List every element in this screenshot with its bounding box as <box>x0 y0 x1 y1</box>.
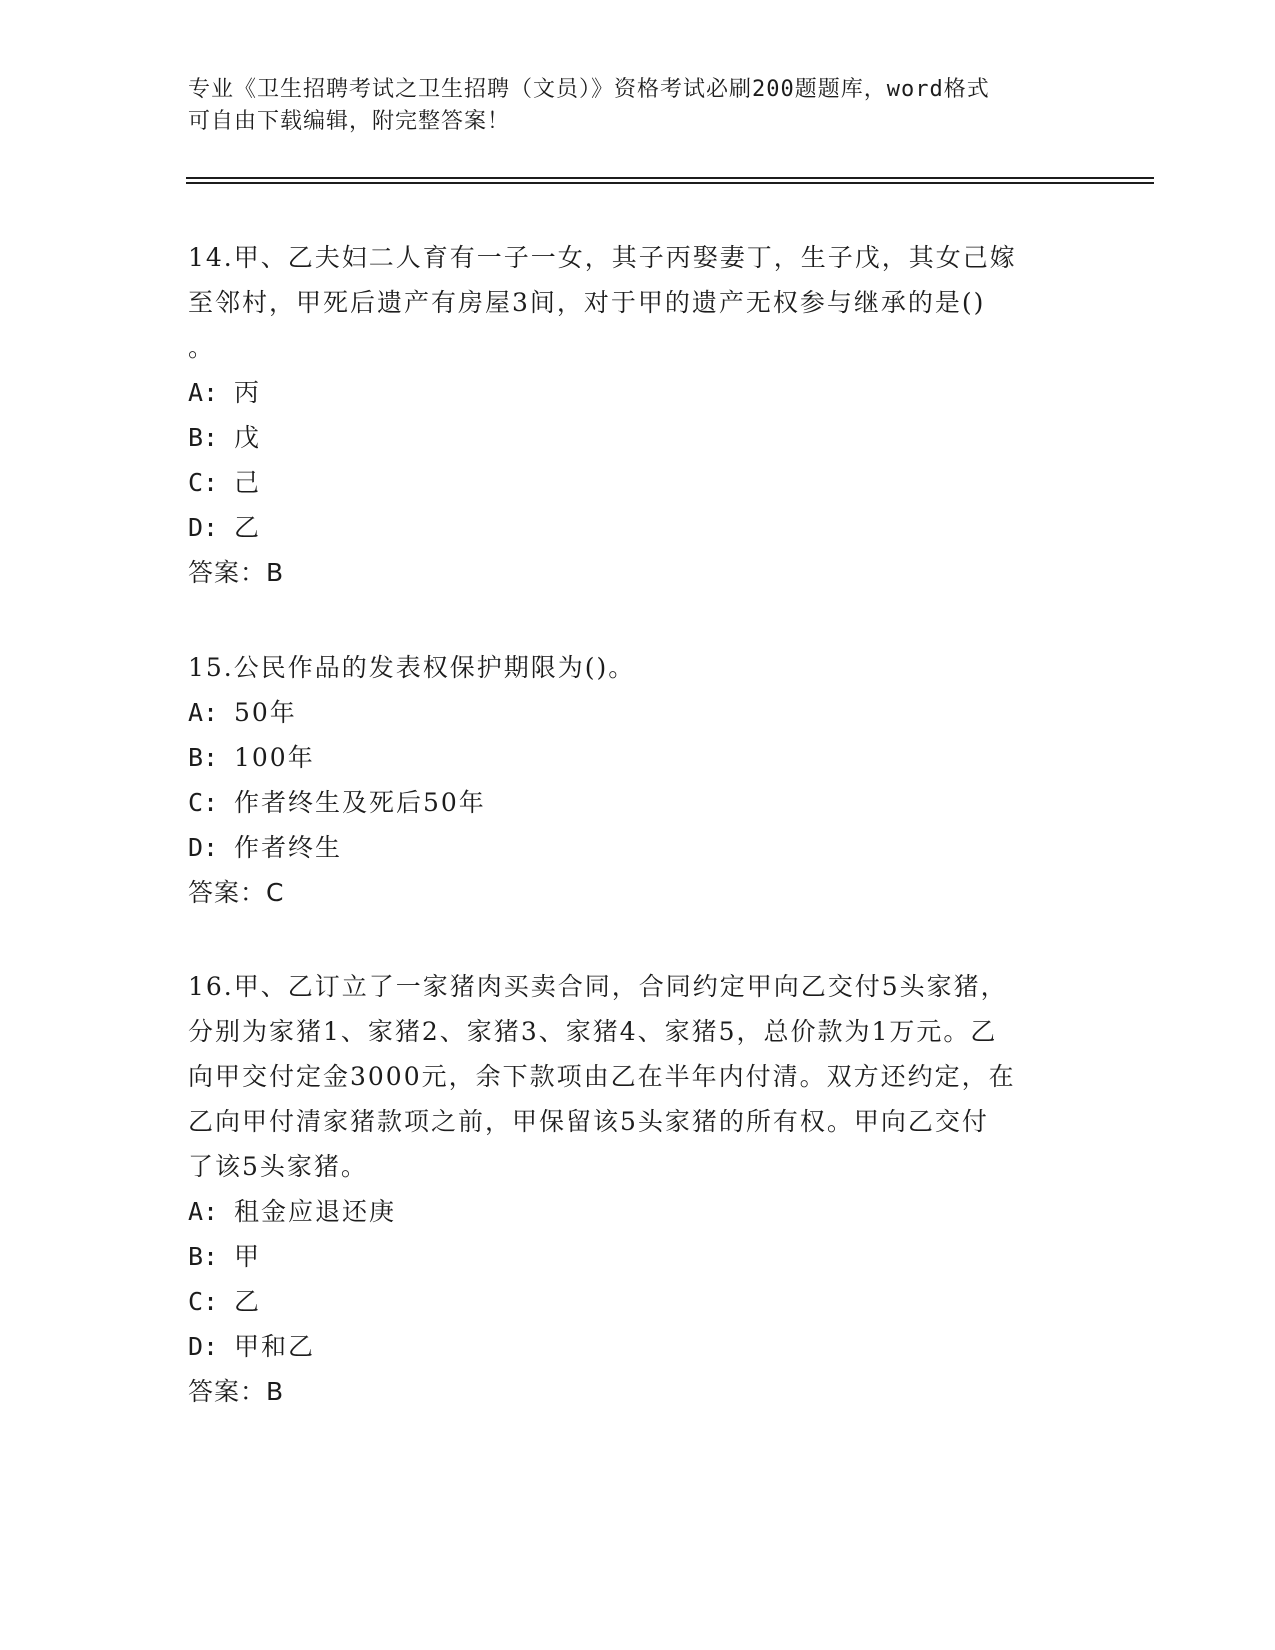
option-a <box>188 370 1088 415</box>
answer-line: 答案：B <box>188 1377 285 1406</box>
option-key: D: <box>188 833 219 862</box>
option-key: B: <box>188 1242 219 1271</box>
option-text: 丙 <box>234 378 262 407</box>
option-c <box>188 1279 1088 1324</box>
option-key: D: <box>188 1332 219 1361</box>
option-key: A: <box>188 1197 219 1226</box>
option-d <box>188 505 1088 550</box>
option-b <box>188 415 1088 460</box>
question-stem-line: 了该5头家猪。 <box>188 1152 368 1181</box>
header-line-1: 专业《卫生招聘考试之卫生招聘（文员）》资格考试必刷200题题库，word格式 <box>188 77 990 102</box>
option-key: C: <box>188 1287 219 1316</box>
header-divider-bottom <box>186 182 1154 184</box>
option-key: A: <box>188 378 219 407</box>
document-header <box>188 74 1068 138</box>
question-stem-line: 14.甲、乙夫妇二人育有一子一女，其子丙娶妻丁，生子戊，其女己嫁 <box>188 243 1017 272</box>
header-divider-top <box>186 177 1154 179</box>
question-stem-line: 16.甲、乙订立了一家猪肉买卖合同，合同约定甲向乙交付5头家猪， <box>188 972 1008 1001</box>
option-text: 作者终生及死后50年 <box>234 788 486 817</box>
question-15 <box>188 645 1088 915</box>
question-16 <box>188 964 1088 1414</box>
question-stem-line: 。 <box>188 333 216 362</box>
option-text: 己 <box>234 468 262 497</box>
question-stem-line: 15.公民作品的发表权保护期限为()。 <box>188 653 636 682</box>
option-d <box>188 825 1088 870</box>
option-text: 甲和乙 <box>234 1332 316 1361</box>
question-stem-line: 至邻村，甲死后遗产有房屋3间，对于甲的遗产无权参与继承的是() <box>188 288 986 317</box>
question-14 <box>188 235 1088 595</box>
option-text: 乙 <box>234 1287 262 1316</box>
question-stem-line: 分别为家猪1、家猪2、家猪3、家猪4、家猪5，总价款为1万元。乙 <box>188 1017 998 1046</box>
option-key: C: <box>188 468 219 497</box>
option-key: C: <box>188 788 219 817</box>
option-b <box>188 1234 1088 1279</box>
option-key: A: <box>188 698 219 727</box>
option-b <box>188 735 1088 780</box>
option-text: 甲 <box>234 1242 262 1271</box>
option-a <box>188 690 1088 735</box>
option-text: 戊 <box>234 423 262 452</box>
option-a <box>188 1189 1088 1234</box>
answer-line: 答案：C <box>188 878 285 907</box>
question-stem-line: 乙向甲付清家猪款项之前，甲保留该5头家猪的所有权。甲向乙交付 <box>188 1107 989 1136</box>
option-text: 乙 <box>234 513 262 542</box>
option-d <box>188 1324 1088 1369</box>
option-text: 租金应退还庚 <box>234 1197 397 1226</box>
option-key: B: <box>188 423 219 452</box>
header-line-2: 可自由下载编辑，附完整答案！ <box>188 109 511 134</box>
option-text: 50年 <box>234 698 297 727</box>
option-text: 100年 <box>234 743 315 772</box>
option-key: B: <box>188 743 219 772</box>
option-c <box>188 780 1088 825</box>
option-c <box>188 460 1088 505</box>
option-key: D: <box>188 513 219 542</box>
option-text: 作者终生 <box>234 833 343 862</box>
answer-line: 答案：B <box>188 558 285 587</box>
question-stem-line: 向甲交付定金3000元，余下款项由乙在半年内付清。双方还约定，在 <box>188 1062 1016 1091</box>
